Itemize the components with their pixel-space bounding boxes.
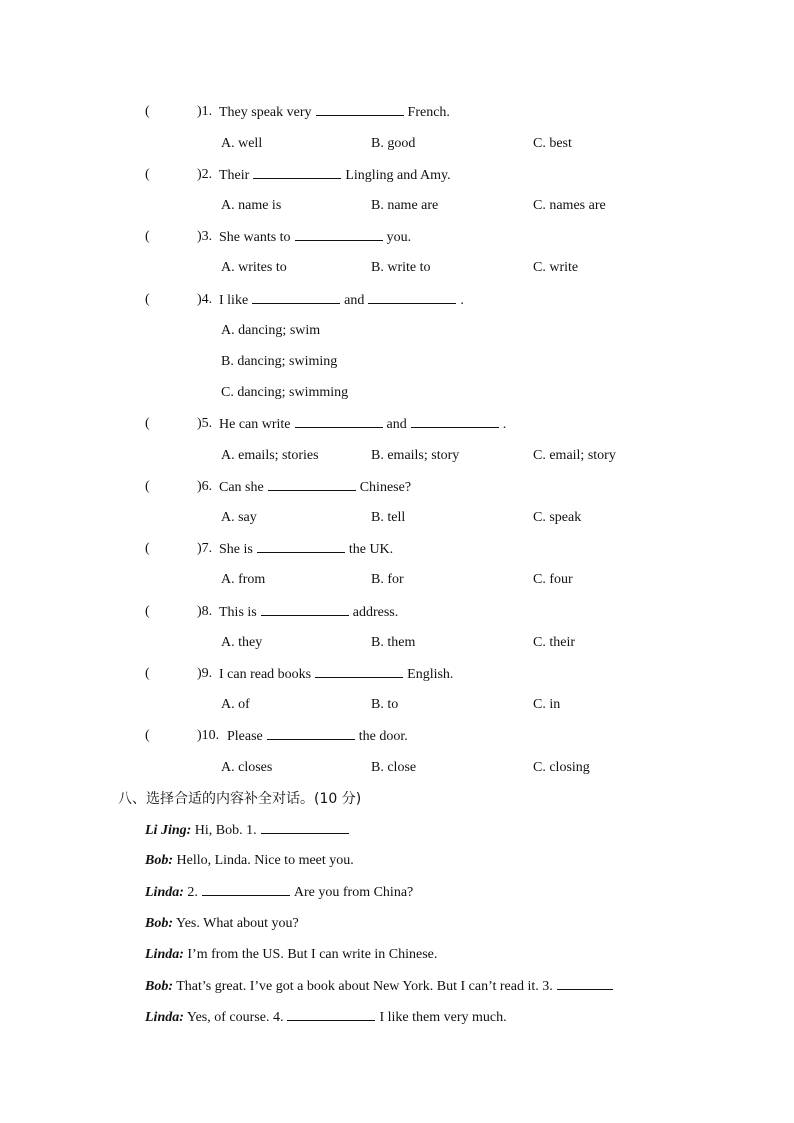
answer-blank[interactable] [253,165,341,179]
option-b: B. to [371,697,399,712]
question-text: Can she Chinese? [219,477,411,498]
option-a: A. dancing; swim [221,323,321,338]
answer-blank[interactable] [267,726,355,740]
option-a: A. well [221,136,263,151]
speaker-name: Bob: [145,916,173,931]
answer-blank[interactable] [252,290,340,304]
dialogue-line-2: Bob: Hello, Linda. Nice to meet you. [145,853,354,868]
question-number: )4. [197,292,213,307]
answer-paren-open: ( [145,666,150,681]
answer-paren-open: ( [145,604,150,619]
question-number: )6. [197,479,213,494]
option-a: A. they [221,635,263,650]
answer-paren-open: ( [145,416,150,431]
answer-blank[interactable] [202,882,290,896]
question-text: She is the UK. [219,539,393,560]
answer-paren-open: ( [145,541,150,556]
option-a: A. of [221,697,250,712]
question-text: This is address. [219,602,398,623]
option-c: C. names are [533,198,606,213]
option-c: C. speak [533,510,582,525]
dialogue-line-7: Linda: Yes, of course. 4. I like them very much. [145,1007,507,1027]
option-a: A. name is [221,198,282,213]
question-number: )7. [197,541,213,556]
option-b: B. them [371,635,416,650]
answer-blank[interactable] [268,477,356,491]
question-text: He can write and . [219,414,506,435]
answer-blank[interactable] [411,414,499,428]
answer-paren-open: ( [145,479,150,494]
speaker-name: Bob: [145,979,173,994]
question-number: )1. [197,104,213,119]
question-text: Please the door. [227,726,408,747]
answer-paren-open: ( [145,728,150,743]
option-c: C. best [533,136,572,151]
question-number: )5. [197,416,213,431]
answer-blank[interactable] [368,290,456,304]
question-number: )2. [197,167,213,182]
option-c: C. closing [533,760,590,775]
answer-blank[interactable] [261,602,349,616]
speaker-name: Linda: [145,1010,184,1025]
question-text: Their Lingling and Amy. [219,165,451,186]
dialogue-line-5: Linda: I’m from the US. But I can write in Chinese. [145,947,438,962]
dialogue-line-3: Linda: 2. Are you from China? [145,882,413,902]
answer-paren-open: ( [145,104,150,119]
speaker-name: Bob: [145,853,173,868]
section-title: 八、选择合适的内容补全对话。(10 分) [118,791,362,807]
option-b: B. write to [371,260,431,275]
answer-paren-open: ( [145,229,150,244]
question-text: I can read books English. [219,664,453,685]
speaker-name: Li Jing: [145,823,192,838]
dialogue-line-6: Bob: That’s great. I’ve got a book about New York. But I can’t read it. 3. [145,976,617,996]
option-a: A. writes to [221,260,287,275]
answer-blank[interactable] [316,102,404,116]
option-c: C. dancing; swimming [221,385,349,400]
option-c: C. their [533,635,575,650]
question-text: I like and . [219,290,464,311]
option-c: C. four [533,572,573,587]
answer-blank[interactable] [261,820,349,834]
option-b: B. dancing; swiming [221,354,338,369]
option-c: C. write [533,260,579,275]
answer-blank[interactable] [287,1007,375,1021]
option-c: C. in [533,697,561,712]
dialogue-line-4: Bob: Yes. What about you? [145,916,299,931]
question-number: )10. [197,728,220,743]
speaker-name: Linda: [145,947,184,962]
answer-blank[interactable] [315,664,403,678]
answer-blank[interactable] [257,539,345,553]
option-b: B. for [371,572,404,587]
option-a: A. closes [221,760,273,775]
question-text: They speak very French. [219,102,450,123]
option-c: C. email; story [533,448,616,463]
option-b: B. emails; story [371,448,460,463]
answer-blank[interactable] [557,976,613,990]
question-number: )8. [197,604,213,619]
answer-paren-open: ( [145,167,150,182]
option-b: B. name are [371,198,439,213]
answer-blank[interactable] [295,414,383,428]
option-b: B. good [371,136,416,151]
option-b: B. close [371,760,417,775]
question-number: )3. [197,229,213,244]
option-a: A. from [221,572,266,587]
option-a: A. say [221,510,257,525]
speaker-name: Linda: [145,885,184,900]
answer-paren-open: ( [145,292,150,307]
question-number: )9. [197,666,213,681]
answer-blank[interactable] [295,227,383,241]
dialogue-line-1: Li Jing: Hi, Bob. 1. [145,820,353,840]
option-b: B. tell [371,510,406,525]
question-text: She wants to you. [219,227,411,248]
option-a: A. emails; stories [221,448,319,463]
